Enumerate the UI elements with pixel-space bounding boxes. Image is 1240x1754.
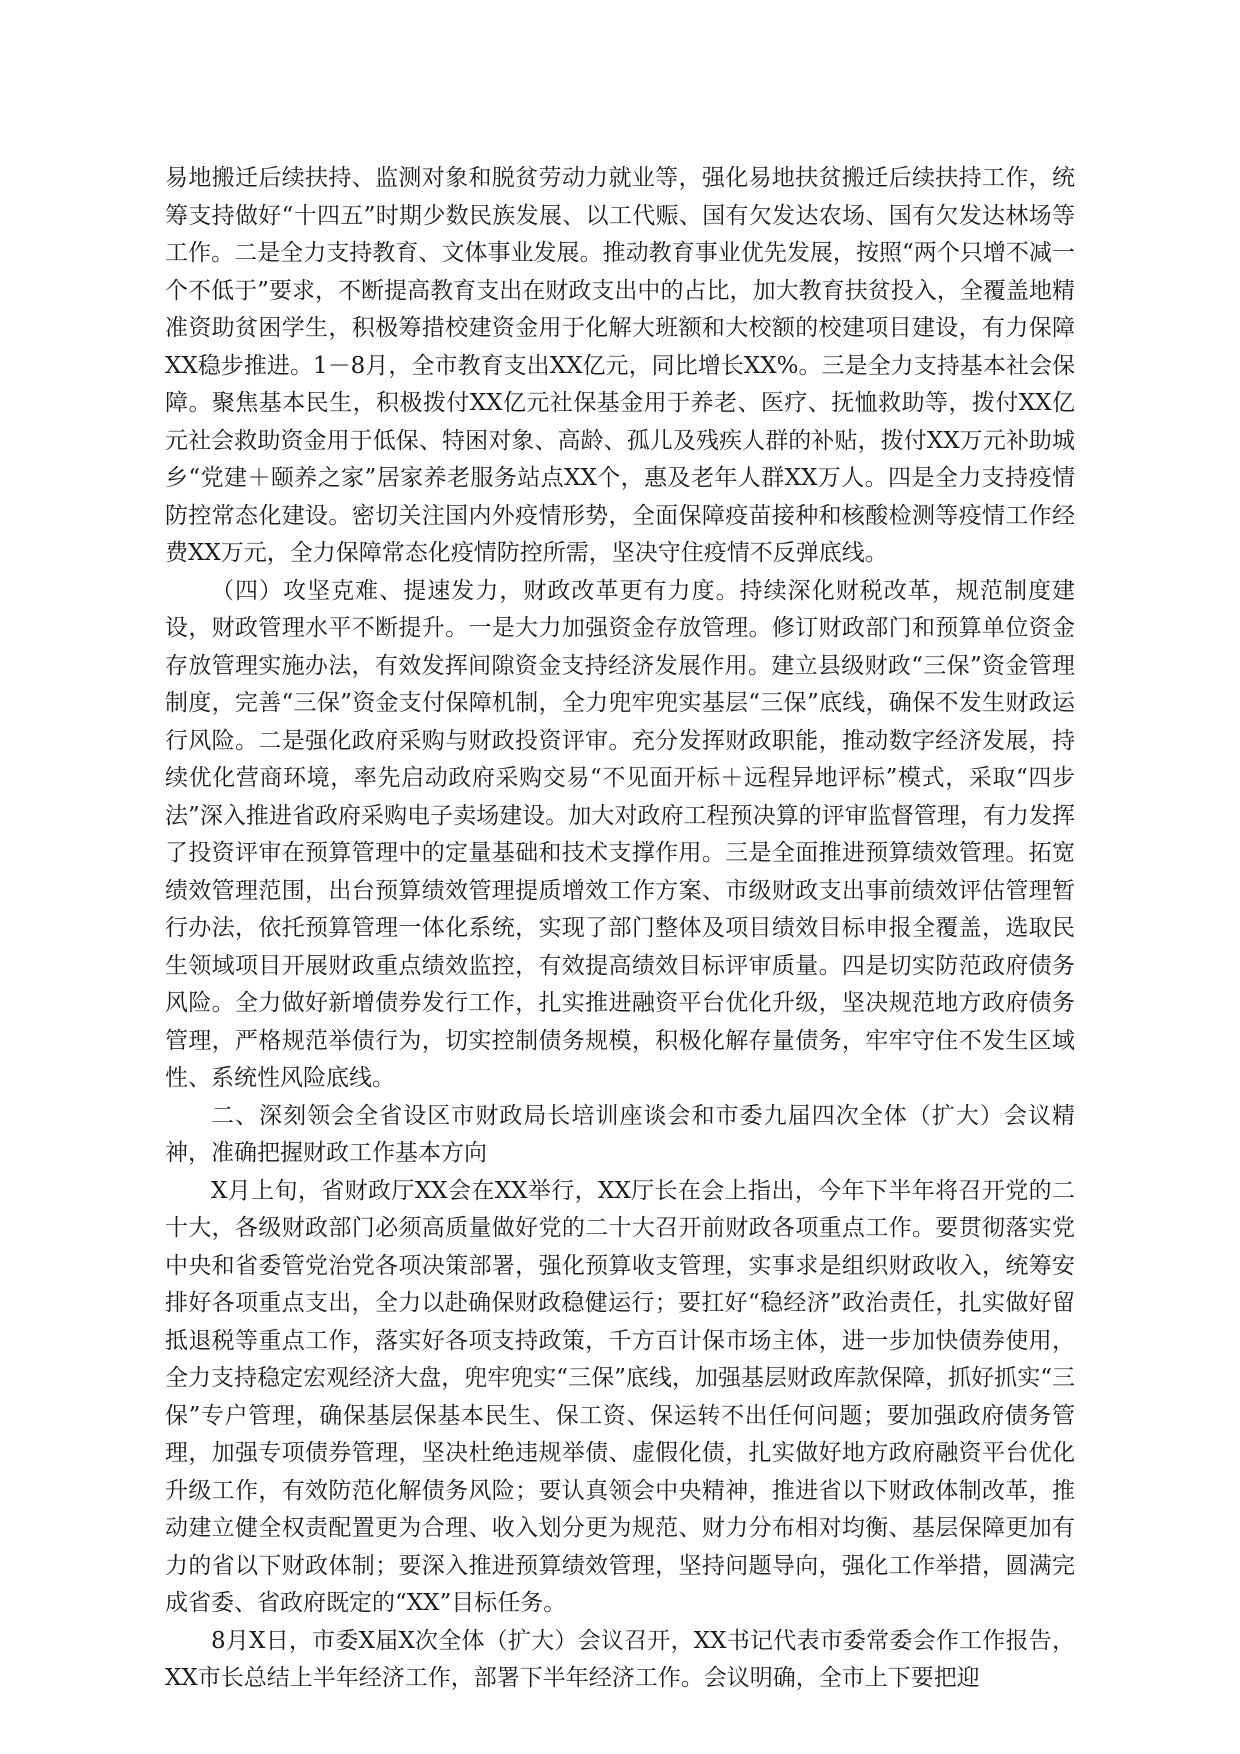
paragraph-continuation: 易地搬迁后续扶持、监测对象和脱贫劳动力就业等，强化易地扶贫搬迁后续扶持工作，统筹支持做好“十四五”时期少数民族发展、以工代赈、国有欠发达农场、国有欠发达林场等工作。二是全力支持教育、文体事业发展。推动教育事业优先发展，按照“两个只增不减一个不低于”要求，不断提高教育支出在财政支出中的占比，加大教育扶贫投入，全覆盖地精准资助贫困学生，积极筹措校建资金用于化解大班额和大校额的校建项目建设，有力保障XX稳步推进。1－8月，全市教育支出XX亿元，同比增长XX%。三是全力支持基本社会保障。聚焦基本民生，积极拨付XX亿元社保基金用于养老、医疗、抚恤救助等，拨付XX亿元社会救助资金用于低保、特困对象、高龄、孤儿及残疾人群的补贴，拨付XX万元补助城乡“党建＋颐养之家”居家养老服务站点XX个，惠及老年人群XX万人。四是全力支持疫情防控常态化建设。密切关注国内外疫情形势，全面保障疫苗接种和核酸检测等疫情工作经费XX万元，全力保障常态化疫情防控所需，坚决守住疫情不反弹底线。 — [165, 165, 1075, 566]
paragraph-section-four: （四）攻坚克难、提速发力，财政改革更有力度。持续深化财税改革，规范制度建设，财政管理水平不断提升。一是大力加强资金存放管理。修订财政部门和预算单位资金存放管理实施办法，有效发挥间隙资金支持经济发展作用。建立县级财政“三保”资金管理制度，完善“三保”资金支付保障机制，全力兜牢兜实基层“三保”底线，确保不发生财政运行风险。二是强化政府采购与财政投资评审。充分发挥财政职能，推动数字经济发展，持续优化营商环境，率先启动政府采购交易“不见面开标＋远程异地评标”模式，采取“四步法”深入推进省政府采购电子卖场建设。加大对政府工程预决算的评审监督管理，有力发挥了投资评审在预算管理中的定量基础和技术支撑作用。三是全面推进预算绩效管理。拓宽绩效管理范围，出台预算绩效管理提质增效工作方案、市级财政支出事前绩效评估管理暂行办法，依托预算管理一体化系统，实现了部门整体及项目绩效目标申报全覆盖，选取民生领域项目开展财政重点绩效监控，有效提高绩效目标评审质量。四是切实防范政府债务风险。全力做好新增债券发行工作，扎实推进融资平台优化升级，坚决规范地方政府债务管理，严格规范举债行为，切实控制债务规模，积极化解存量债务，牢牢守住不发生区域性、系统性风险底线。 — [165, 577, 1075, 1091]
document-body — [165, 160, 1075, 1698]
paragraph-municipal-meeting: 8月X日，市委X届X次全体（扩大）会议召开，XX书记代表市委常委会作工作报告，XX市长总结上半年经济工作，部署下半年经济工作。会议明确，全市上下要把迎 — [165, 1627, 1075, 1691]
section-heading-two: 二、深刻领会全省设区市财政局长培训座谈会和市委九届四次全体（扩大）会议精神，准确把握财政工作基本方向 — [165, 1102, 1075, 1166]
paragraph-provincial-meeting: X月上旬，省财政厅XX会在XX举行，XX厅长在会上指出，今年下半年将召开党的二十大，各级财政部门必须高质量做好党的二十大召开前财政各项重点工作。要贯彻落实党中央和省委管党治党各项决策部署，强化预算收支管理，实事求是组织财政收入，统筹安排好各项重点支出，全力以赴确保财政稳健运行；要扛好“稳经济”政治责任，扎实做好留抵退税等重点工作，落实好各项支持政策，千方百计保市场主体，进一步加快债券使用，全力支持稳定宏观经济大盘，兜牢兜实“三保”底线，加强基层财政库款保障，抓好抓实“三保”专户管理，确保基层保基本民生、保工资、保运转不出任何问题；要加强政府债务管理，加强专项债券管理，坚决杜绝违规举债、虚假化债，扎实做好地方政府融资平台优化升级工作，有效防范化解债务风险；要认真领会中央精神，推进省以下财政体制改革，推动建立健全权责配置更为合理、收入划分更为规范、财力分布相对均衡、基层保障更加有力的省以下财政体制；要深入推进预算绩效管理，坚持问题导向，强化工作举措，圆满完成省委、省政府既定的“XX”目标任务。 — [165, 1177, 1075, 1616]
